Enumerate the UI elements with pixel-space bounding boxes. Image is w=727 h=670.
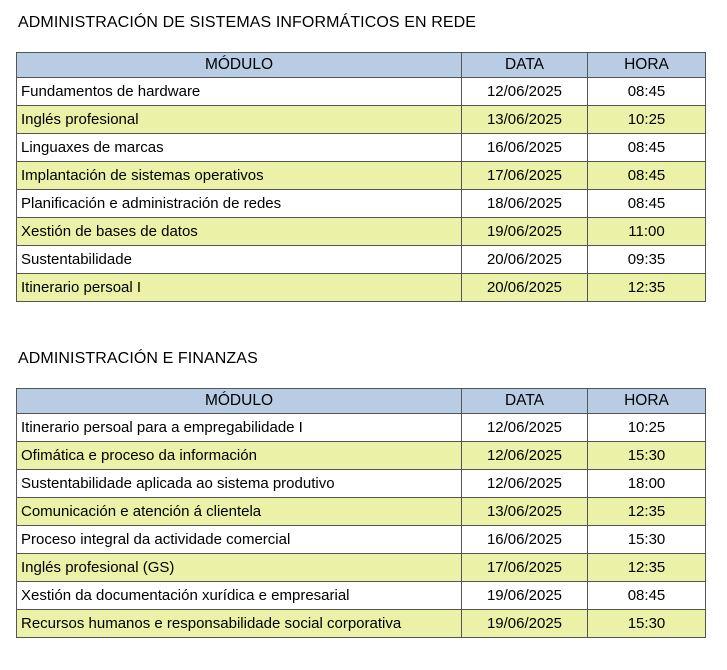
cell-modulo: Itinerario persoal para a empregabilidade I <box>17 414 462 442</box>
cell-hora: 08:45 <box>588 134 706 162</box>
cell-hora: 10:25 <box>588 106 706 134</box>
cell-modulo: Comunicación e atención á clientela <box>17 498 462 526</box>
column-header-modulo: MÓDULO <box>17 53 462 78</box>
table-header-row <box>17 53 706 78</box>
cell-hora: 15:30 <box>588 526 706 554</box>
cell-data: 13/06/2025 <box>462 106 588 134</box>
cell-modulo: Sustentabilidade <box>17 246 462 274</box>
cell-data: 19/06/2025 <box>462 218 588 246</box>
column-header-hora: HORA <box>588 389 706 414</box>
section-title-finanzas: ADMINISTRACIÓN E FINANZAS <box>18 350 258 367</box>
cell-modulo: Inglés profesional (GS) <box>17 554 462 582</box>
cell-data: 18/06/2025 <box>462 190 588 218</box>
cell-modulo: Fundamentos de hardware <box>17 78 462 106</box>
column-header-data: DATA <box>462 53 588 78</box>
schedule-table-finanzas <box>16 388 706 638</box>
cell-modulo: Sustentabilidade aplicada ao sistema produtivo <box>17 470 462 498</box>
schedule-table-asir <box>16 52 706 302</box>
section-title-asir: ADMINISTRACIÓN DE SISTEMAS INFORMÁTICOS EN REDE <box>18 14 477 31</box>
cell-hora: 12:35 <box>588 554 706 582</box>
cell-modulo: Linguaxes de marcas <box>17 134 462 162</box>
cell-modulo: Inglés profesional <box>17 106 462 134</box>
cell-modulo: Xestión da documentación xurídica e empresarial <box>17 582 462 610</box>
cell-modulo: Recursos humanos e responsabilidade social corporativa <box>17 610 462 638</box>
table-row <box>17 106 706 134</box>
table-row <box>17 134 706 162</box>
cell-hora: 12:35 <box>588 274 706 302</box>
table-row <box>17 190 706 218</box>
column-header-hora: HORA <box>588 53 706 78</box>
table-row <box>17 610 706 638</box>
cell-hora: 08:45 <box>588 190 706 218</box>
cell-hora: 15:30 <box>588 442 706 470</box>
cell-data: 12/06/2025 <box>462 414 588 442</box>
table-header-row <box>17 389 706 414</box>
table-row <box>17 470 706 498</box>
cell-data: 13/06/2025 <box>462 498 588 526</box>
cell-data: 16/06/2025 <box>462 134 588 162</box>
cell-hora: 08:45 <box>588 78 706 106</box>
cell-modulo: Planificación e administración de redes <box>17 190 462 218</box>
cell-data: 12/06/2025 <box>462 442 588 470</box>
column-header-modulo: MÓDULO <box>17 389 462 414</box>
table-row <box>17 498 706 526</box>
table-row <box>17 414 706 442</box>
cell-data: 17/06/2025 <box>462 162 588 190</box>
cell-data: 12/06/2025 <box>462 78 588 106</box>
cell-hora: 08:45 <box>588 582 706 610</box>
cell-modulo: Xestión de bases de datos <box>17 218 462 246</box>
table-row <box>17 442 706 470</box>
table-row <box>17 526 706 554</box>
table-row <box>17 162 706 190</box>
cell-modulo: Itinerario persoal I <box>17 274 462 302</box>
cell-hora: 08:45 <box>588 162 706 190</box>
cell-data: 19/06/2025 <box>462 610 588 638</box>
cell-hora: 09:35 <box>588 246 706 274</box>
cell-data: 19/06/2025 <box>462 582 588 610</box>
table-row <box>17 554 706 582</box>
cell-data: 20/06/2025 <box>462 274 588 302</box>
cell-modulo: Proceso integral da actividade comercial <box>17 526 462 554</box>
cell-data: 16/06/2025 <box>462 526 588 554</box>
cell-data: 12/06/2025 <box>462 470 588 498</box>
table-row <box>17 78 706 106</box>
cell-modulo: Implantación de sistemas operativos <box>17 162 462 190</box>
cell-modulo: Ofimática e proceso da información <box>17 442 462 470</box>
cell-hora: 15:30 <box>588 610 706 638</box>
column-header-data: DATA <box>462 389 588 414</box>
table-row <box>17 582 706 610</box>
cell-data: 20/06/2025 <box>462 246 588 274</box>
cell-hora: 18:00 <box>588 470 706 498</box>
table-row <box>17 246 706 274</box>
cell-data: 17/06/2025 <box>462 554 588 582</box>
cell-hora: 10:25 <box>588 414 706 442</box>
table-row <box>17 218 706 246</box>
cell-hora: 11:00 <box>588 218 706 246</box>
table-row <box>17 274 706 302</box>
cell-hora: 12:35 <box>588 498 706 526</box>
